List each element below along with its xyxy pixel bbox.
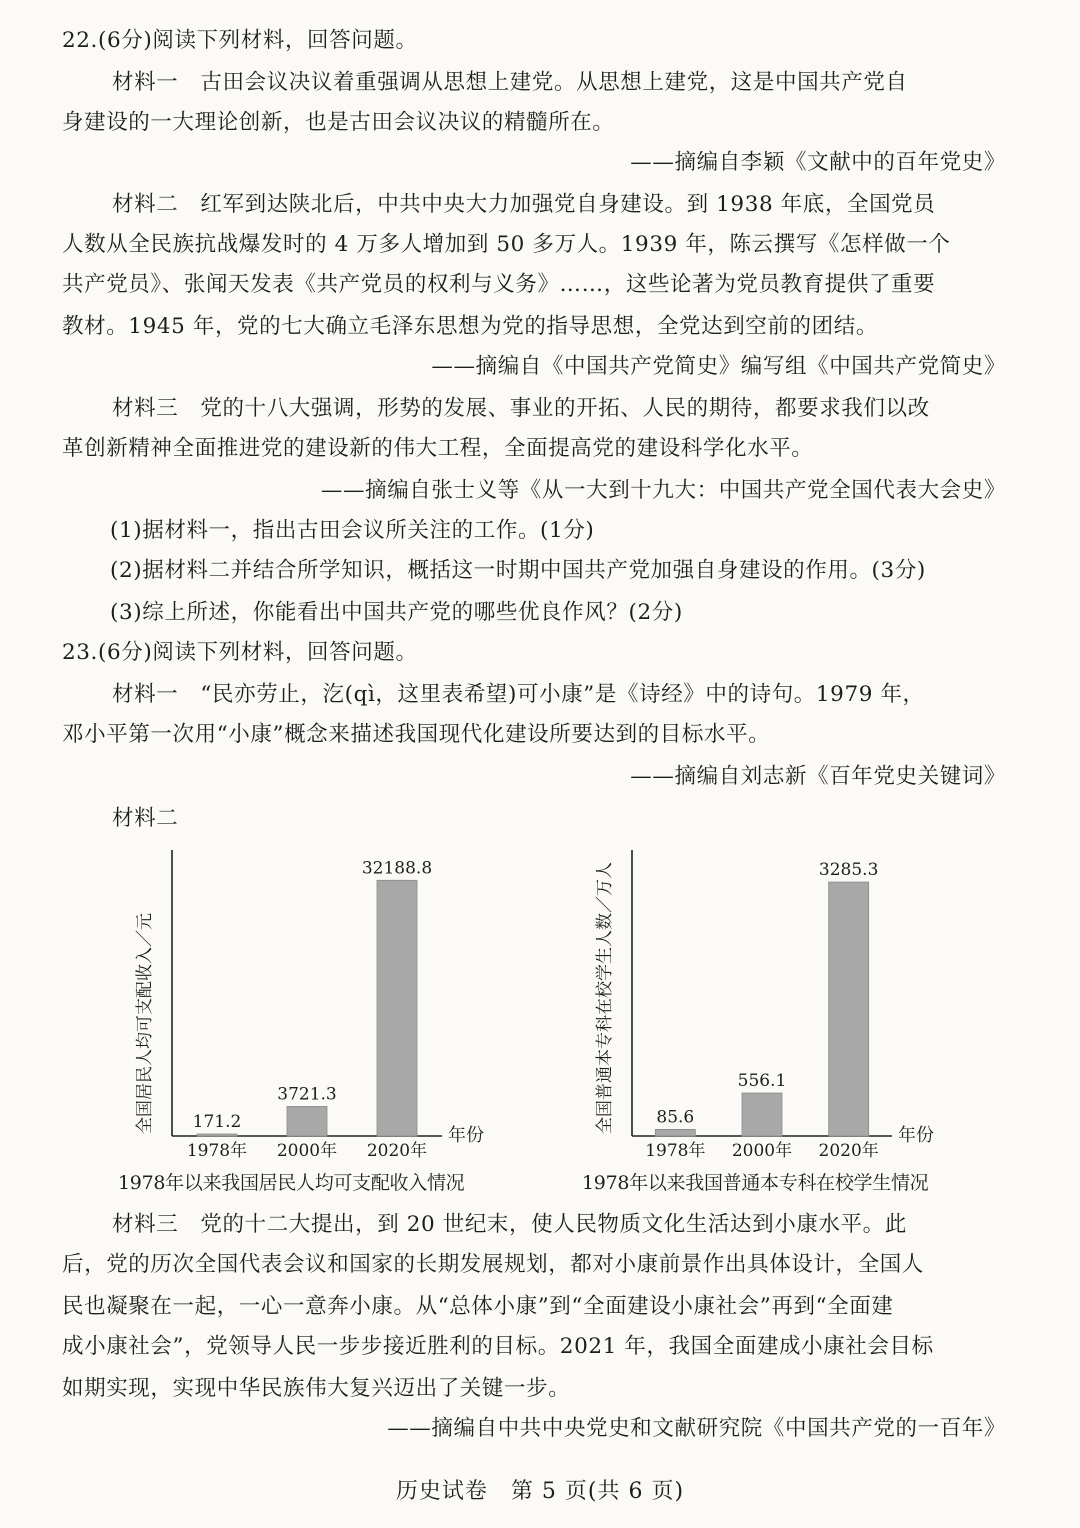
q23-material1-line1: 材料一 “民亦劳止，汔(qì，这里表希望)可小康”是《诗经》中的诗句。1979 年， bbox=[112, 682, 925, 707]
value-label-0: 85.6 bbox=[656, 1107, 695, 1128]
value-label-1: 3721.3 bbox=[277, 1084, 337, 1105]
bar-2 bbox=[377, 880, 417, 1136]
tick-label-2: 2020年 bbox=[366, 1141, 428, 1161]
q22-material1-line2: 身建设的一大理论创新，也是古田会议决议的精髓所在。 bbox=[62, 110, 615, 135]
bar-2 bbox=[829, 882, 869, 1136]
q22-material2-line2: 人数从全民族抗战爆发时的 4 万多人增加到 50 多万人。1939 年，陈云撰写《怎样做一个 bbox=[62, 232, 951, 257]
q22-subquestion-1: (1)据材料一，指出古田会议所关注的工作。(1分) bbox=[110, 518, 595, 543]
y-axis-label: 全国普通本专科在校学生人数／万人 bbox=[595, 862, 615, 1134]
q22-material3-line1: 材料三 党的十八大强调，形势的发展、事业的开拓、人民的期待，都要求我们以改 bbox=[112, 396, 930, 421]
bar-1 bbox=[742, 1093, 782, 1136]
q23-material3-source: ——摘编自中共中央党史和文献研究院《中国共产党的一百年》 bbox=[387, 1416, 1006, 1441]
bar-0 bbox=[197, 1134, 237, 1136]
students-chart-title: 1978年以来我国普通本专科在校学生情况 bbox=[582, 1172, 929, 1194]
q22-material2-source: ——摘编自《中国共产党简史》编写组《中国共产党简史》 bbox=[431, 354, 1006, 379]
q23-material3-line3: 民也凝聚在一起，一心一意奔小康。从“总体小康”到“全面建设小康社会”再到“全面建 bbox=[62, 1294, 894, 1319]
q23-heading: 23.(6分)阅读下列材料，回答问题。 bbox=[62, 640, 418, 665]
q22-subquestion-2: (2)据材料二并结合所学知识，概括这一时期中国共产党加强自身建设的作用。(3分) bbox=[110, 558, 926, 583]
x-axis-label: 年份 bbox=[898, 1125, 934, 1146]
q22-material3-line2: 革创新精神全面推进党的建设新的伟大工程，全面提高党的建设科学化水平。 bbox=[62, 436, 814, 461]
q23-material3-line5: 如期实现，实现中华民族伟大复兴迈出了关键一步。 bbox=[62, 1376, 571, 1401]
q22-material2-line4: 教材。1945 年，党的七大确立毛泽东思想为党的指导思想，全党达到空前的团结。 bbox=[62, 314, 878, 339]
value-label-2: 32188.8 bbox=[361, 858, 433, 879]
bar-0 bbox=[655, 1129, 695, 1136]
tick-label-2: 2020年 bbox=[818, 1141, 879, 1161]
page-footer: 历史试卷 第 5 页(共 6 页) bbox=[395, 1479, 685, 1504]
tick-label-0: 1978年 bbox=[186, 1141, 248, 1161]
tick-label-1: 2000年 bbox=[731, 1141, 793, 1161]
q22-heading: 22.(6分)阅读下列材料，回答问题。 bbox=[62, 28, 418, 53]
students-bar-chart bbox=[590, 840, 970, 1170]
tick-label-0: 1978年 bbox=[645, 1141, 706, 1161]
q22-material2-line1: 材料二 红军到达陕北后，中共中央大力加强党自身建设。到 1938 年底，全国党员 bbox=[112, 192, 936, 217]
q22-subquestion-3: (3)综上所述，你能看出中国共产党的哪些优良作风？(2分) bbox=[110, 600, 683, 625]
q22-material3-source: ——摘编自张士义等《从一大到十九大：中国共产党全国代表大会史》 bbox=[320, 478, 1006, 503]
q23-material3-line2: 后，党的历次全国代表会议和国家的长期发展规划，都对小康前景作出具体设计，全国人 bbox=[62, 1252, 924, 1277]
q23-material1-source: ——摘编自刘志新《百年党史关键词》 bbox=[630, 764, 1006, 789]
q23-material3-line4: 成小康社会”，党领导人民一步步接近胜利的目标。2021 年，我国全面建成小康社会目标 bbox=[62, 1334, 934, 1359]
q23-material1-line2: 邓小平第一次用“小康”概念来描述我国现代化建设所要达到的目标水平。 bbox=[62, 722, 771, 747]
q23-material2-label: 材料二 bbox=[112, 806, 179, 831]
q23-material3-line1: 材料三 党的十二大提出，到 20 世纪末，使人民物质文化生活达到小康水平。此 bbox=[112, 1212, 907, 1237]
income-chart-title: 1978年以来我国居民人均可支配收入情况 bbox=[118, 1172, 465, 1194]
x-axis-label: 年份 bbox=[448, 1125, 484, 1146]
value-label-1: 556.1 bbox=[737, 1071, 787, 1092]
q22-material2-line3: 共产党员》、张闻天发表《共产党员的权利与义务》……，这些论著为党员教育提供了重要 bbox=[62, 272, 936, 297]
q22-material1-source: ——摘编自李颖《文献中的百年党史》 bbox=[630, 150, 1006, 175]
income-bar-chart bbox=[130, 840, 520, 1170]
bar-1 bbox=[287, 1106, 327, 1136]
y-axis-label: 全国居民人均可支配收入／元 bbox=[135, 913, 155, 1134]
value-label-2: 3285.3 bbox=[818, 860, 879, 881]
value-label-0: 171.2 bbox=[192, 1112, 242, 1132]
tick-label-1: 2000年 bbox=[276, 1141, 338, 1161]
q22-material1-line1: 材料一 古田会议决议着重强调从思想上建党。从思想上建党，这是中国共产党自 bbox=[112, 70, 908, 95]
